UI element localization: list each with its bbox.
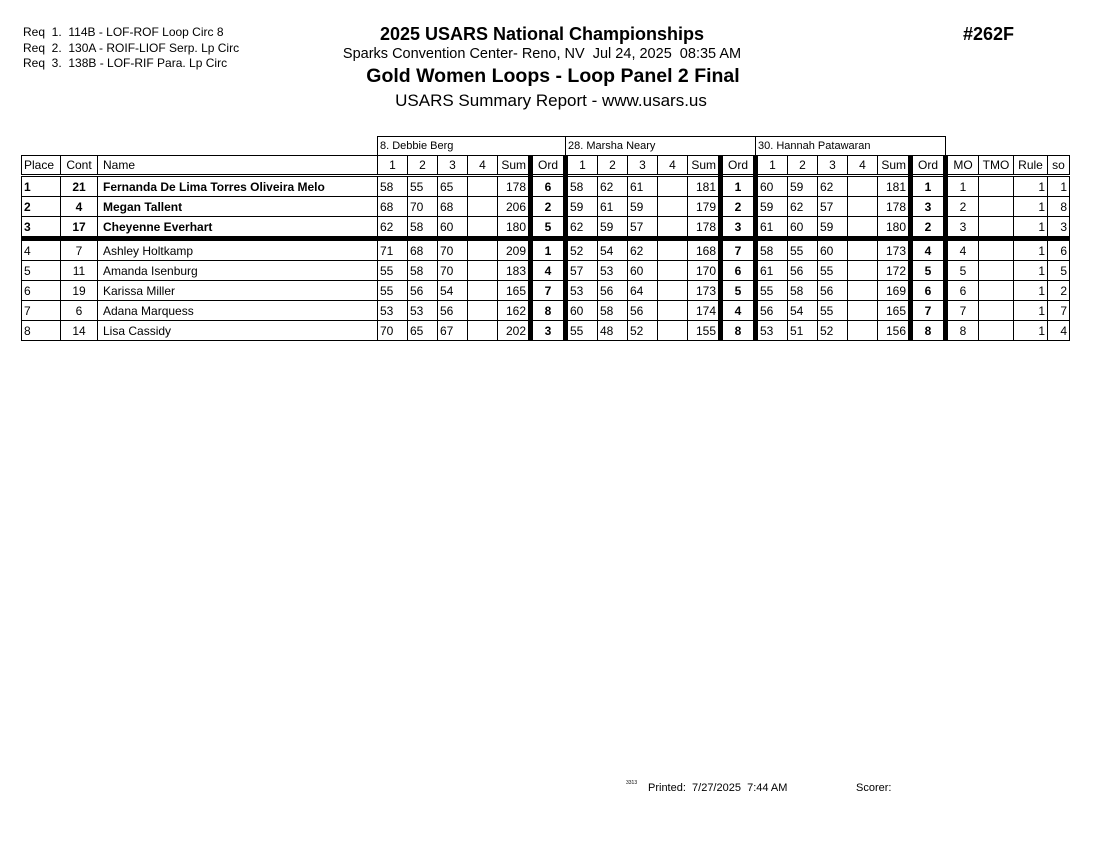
ordinal-cell: 3 [911,197,946,217]
col-rule: Rule [1014,156,1048,176]
score-cell [848,197,878,217]
score-cell: 58 [756,239,788,261]
mo-cell: 5 [946,261,979,281]
score-cell [658,301,688,321]
score-cell: 65 [438,176,468,197]
sum-cell: 209 [498,239,531,261]
score-cell [468,301,498,321]
score-cell [848,281,878,301]
ordinal-cell: 3 [531,321,566,341]
score-cell: 51 [788,321,818,341]
col-judge-1-sum: Sum [498,156,531,176]
place-cell: 2 [22,197,61,217]
mo-cell: 7 [946,301,979,321]
col-judge-1-ord: Ord [531,156,566,176]
contestant-number-cell: 19 [61,281,98,301]
score-cell: 55 [818,301,848,321]
mo-cell: 6 [946,281,979,301]
col-judge-3-sum: Sum [878,156,911,176]
so-cell: 7 [1048,301,1070,321]
score-cell: 56 [788,261,818,281]
sum-cell: 162 [498,301,531,321]
sum-cell: 173 [878,239,911,261]
ordinal-cell: 8 [531,301,566,321]
tmo-cell [979,217,1014,239]
col-judge-2-score-2: 2 [598,156,628,176]
sum-cell: 206 [498,197,531,217]
score-cell [658,261,688,281]
score-cell: 59 [818,217,848,239]
col-judge-3-score-4: 4 [848,156,878,176]
score-cell: 55 [818,261,848,281]
score-cell [848,176,878,197]
score-cell [848,301,878,321]
place-cell: 5 [22,261,61,281]
place-cell: 4 [22,239,61,261]
skater-name-cell: Fernanda De Lima Torres Oliveira Melo [98,176,378,197]
rule-cell: 1 [1014,281,1048,301]
score-cell: 59 [756,197,788,217]
score-cell: 60 [788,217,818,239]
tmo-cell [979,197,1014,217]
judge-3-name: 30. Hannah Patawaran [756,137,946,156]
col-place: Place [22,156,61,176]
tmo-cell [979,239,1014,261]
mo-cell: 1 [946,176,979,197]
sum-cell: 169 [878,281,911,301]
score-cell: 62 [818,176,848,197]
score-cell: 68 [378,197,408,217]
score-cell: 53 [566,281,598,301]
score-cell: 53 [756,321,788,341]
score-cell: 58 [378,176,408,197]
skater-name-cell: Ashley Holtkamp [98,239,378,261]
venue-date: Sparks Convention Center- Reno, NV Jul 24, 2025 08:35 AM [342,46,742,62]
ordinal-cell: 2 [531,197,566,217]
ordinal-cell: 2 [721,197,756,217]
sum-cell: 165 [878,301,911,321]
sum-cell: 165 [498,281,531,301]
skater-name-cell: Adana Marquess [98,301,378,321]
sum-cell: 170 [688,261,721,281]
score-cell: 54 [788,301,818,321]
col-judge-2-score-1: 1 [566,156,598,176]
so-cell: 4 [1048,321,1070,341]
rule-cell: 1 [1014,217,1048,239]
score-cell: 61 [628,176,658,197]
contestant-number-cell: 21 [61,176,98,197]
contestant-number-cell: 14 [61,321,98,341]
score-cell: 55 [566,321,598,341]
tmo-cell [979,176,1014,197]
score-cell: 61 [756,261,788,281]
rule-cell: 1 [1014,261,1048,281]
contestant-number-cell: 4 [61,197,98,217]
score-cell: 62 [788,197,818,217]
sum-cell: 178 [878,197,911,217]
score-cell: 65 [408,321,438,341]
score-cell [468,197,498,217]
place-cell: 3 [22,217,61,239]
ordinal-cell: 3 [721,217,756,239]
score-cell: 55 [408,176,438,197]
so-cell: 2 [1048,281,1070,301]
col-judge-2-ord: Ord [721,156,756,176]
tmo-cell [979,321,1014,341]
col-judge-3-score-3: 3 [818,156,848,176]
score-cell: 58 [566,176,598,197]
table-row [22,261,1070,281]
ordinal-cell: 1 [911,176,946,197]
score-cell: 52 [628,321,658,341]
contestant-number-cell: 11 [61,261,98,281]
ordinal-cell: 8 [721,321,756,341]
ordinal-cell: 1 [531,239,566,261]
score-cell [848,217,878,239]
ordinal-cell: 7 [721,239,756,261]
score-cell: 68 [408,239,438,261]
score-cell: 56 [628,301,658,321]
event-title: Gold Women Loops - Loop Panel 2 Final [366,65,740,87]
ordinal-cell: 2 [911,217,946,239]
mo-cell: 4 [946,239,979,261]
col-judge-2-score-3: 3 [628,156,658,176]
requirement-2: Req 2. 130A - ROIF-LIOF Serp. Lp Circ [23,40,240,55]
printed-timestamp: Printed: 7/27/2025 7:44 AM [648,782,788,794]
score-cell: 59 [788,176,818,197]
ordinal-cell: 4 [531,261,566,281]
sum-cell: 155 [688,321,721,341]
scorer-label: Scorer: [856,782,892,794]
score-cell [468,321,498,341]
score-cell: 60 [438,217,468,239]
score-cell: 62 [598,176,628,197]
score-cell [658,281,688,301]
so-cell: 1 [1048,176,1070,197]
place-cell: 8 [22,321,61,341]
ordinal-cell: 6 [721,261,756,281]
tmo-cell [979,281,1014,301]
col-judge-3-ord: Ord [911,156,946,176]
contestant-number-cell: 6 [61,301,98,321]
ordinal-cell: 4 [721,301,756,321]
score-cell: 62 [378,217,408,239]
score-cell [468,261,498,281]
table-row [22,281,1070,301]
score-cell: 61 [756,217,788,239]
score-cell: 59 [598,217,628,239]
score-cell: 57 [818,197,848,217]
rule-cell: 1 [1014,176,1048,197]
score-cell [848,321,878,341]
score-cell: 59 [566,197,598,217]
score-cell [468,176,498,197]
col-tmo: TMO [979,156,1014,176]
ordinal-cell: 6 [911,281,946,301]
ordinal-cell: 7 [531,281,566,301]
score-cell: 54 [598,239,628,261]
score-cell: 55 [756,281,788,301]
score-cell: 67 [438,321,468,341]
rule-cell: 1 [1014,321,1048,341]
sum-cell: 181 [878,176,911,197]
skater-name-cell: Megan Tallent [98,197,378,217]
ordinal-cell: 6 [531,176,566,197]
sum-cell: 180 [498,217,531,239]
place-cell: 1 [22,176,61,197]
rule-cell: 1 [1014,197,1048,217]
score-cell: 71 [378,239,408,261]
ordinal-cell: 7 [911,301,946,321]
ordinal-cell: 5 [531,217,566,239]
score-cell: 58 [408,217,438,239]
score-cell: 53 [598,261,628,281]
sum-cell: 172 [878,261,911,281]
sum-cell: 202 [498,321,531,341]
score-cell: 61 [598,197,628,217]
rule-cell: 1 [1014,239,1048,261]
col-so: so [1048,156,1070,176]
table-row [22,301,1070,321]
score-cell [468,217,498,239]
score-cell: 70 [438,261,468,281]
contestant-number-cell: 7 [61,239,98,261]
skater-name-cell: Karissa Miller [98,281,378,301]
col-judge-2-sum: Sum [688,156,721,176]
championship-title: 2025 USARS National Championships [379,24,705,44]
tmo-cell [979,261,1014,281]
ordinal-cell: 8 [911,321,946,341]
place-cell: 6 [22,281,61,301]
score-cell [468,239,498,261]
tmo-cell [979,301,1014,321]
so-cell: 3 [1048,217,1070,239]
col-judge-2-score-4: 4 [658,156,688,176]
col-judge-1-score-2: 2 [408,156,438,176]
score-cell [468,281,498,301]
sum-cell: 178 [498,176,531,197]
score-cell: 70 [378,321,408,341]
col-judge-3-score-1: 1 [756,156,788,176]
sum-cell: 179 [688,197,721,217]
score-cell: 55 [378,261,408,281]
ordinal-cell: 4 [911,239,946,261]
mo-cell: 2 [946,197,979,217]
score-cell: 54 [438,281,468,301]
score-cell: 60 [818,239,848,261]
skater-name-cell: Cheyenne Everhart [98,217,378,239]
blank-cell [946,137,1070,156]
requirement-1: Req 1. 114B - LOF-ROF Loop Circ 8 [23,25,224,39]
requirement-3: Req 3. 138B - LOF-RIF Para. Lp Circ [23,56,228,70]
score-cell: 62 [566,217,598,239]
score-cell: 70 [438,239,468,261]
score-cell [658,197,688,217]
ordinal-cell: 5 [911,261,946,281]
score-cell: 70 [408,197,438,217]
table-row [22,239,1070,261]
sum-cell: 183 [498,261,531,281]
score-cell: 56 [598,281,628,301]
score-cell: 52 [818,321,848,341]
place-cell: 7 [22,301,61,321]
ordinal-cell: 1 [721,176,756,197]
version-text: 3313 [626,780,638,786]
score-cell: 48 [598,321,628,341]
report-title: USARS Summary Report - www.usars.us [395,91,707,110]
sum-cell: 168 [688,239,721,261]
sum-cell: 181 [688,176,721,197]
col-cont: Cont [61,156,98,176]
score-cell: 56 [438,301,468,321]
so-cell: 6 [1048,239,1070,261]
results-table [21,136,1070,341]
score-cell: 53 [408,301,438,321]
sum-cell: 178 [688,217,721,239]
table-row [22,197,1070,217]
ordinal-cell: 5 [721,281,756,301]
judge-header-row [22,137,1070,156]
mo-cell: 8 [946,321,979,341]
contestant-number-cell: 17 [61,217,98,239]
score-cell: 55 [378,281,408,301]
score-cell: 56 [408,281,438,301]
skater-name-cell: Amanda Isenburg [98,261,378,281]
col-judge-3-score-2: 2 [788,156,818,176]
so-cell: 8 [1048,197,1070,217]
score-cell: 62 [628,239,658,261]
col-name: Name [98,156,378,176]
score-cell: 56 [756,301,788,321]
score-cell: 58 [788,281,818,301]
score-cell: 60 [566,301,598,321]
col-judge-1-score-4: 4 [468,156,498,176]
so-cell: 5 [1048,261,1070,281]
score-cell: 58 [408,261,438,281]
score-cell: 57 [628,217,658,239]
score-cell: 60 [756,176,788,197]
score-cell: 52 [566,239,598,261]
score-cell [848,261,878,281]
sum-cell: 174 [688,301,721,321]
skater-name-cell: Lisa Cassidy [98,321,378,341]
score-cell [658,176,688,197]
judge-2-name: 28. Marsha Neary [566,137,756,156]
col-judge-1-score-3: 3 [438,156,468,176]
judge-1-name: 8. Debbie Berg [378,137,566,156]
score-cell: 59 [628,197,658,217]
col-judge-1-score-1: 1 [378,156,408,176]
score-cell: 55 [788,239,818,261]
col-mo: MO [946,156,979,176]
score-cell: 58 [598,301,628,321]
score-cell: 57 [566,261,598,281]
score-cell [658,321,688,341]
table-row [22,321,1070,341]
blank-cell [22,137,378,156]
event-number: #262F [963,24,1015,44]
score-cell: 60 [628,261,658,281]
table-row [22,176,1070,197]
mo-cell: 3 [946,217,979,239]
score-cell: 56 [818,281,848,301]
column-header-row [22,156,1070,176]
score-cell: 64 [628,281,658,301]
score-cell [658,239,688,261]
table-row [22,217,1070,239]
sum-cell: 180 [878,217,911,239]
score-cell [848,239,878,261]
score-cell: 53 [378,301,408,321]
score-cell: 68 [438,197,468,217]
sum-cell: 173 [688,281,721,301]
score-cell [658,217,688,239]
sum-cell: 156 [878,321,911,341]
rule-cell: 1 [1014,301,1048,321]
